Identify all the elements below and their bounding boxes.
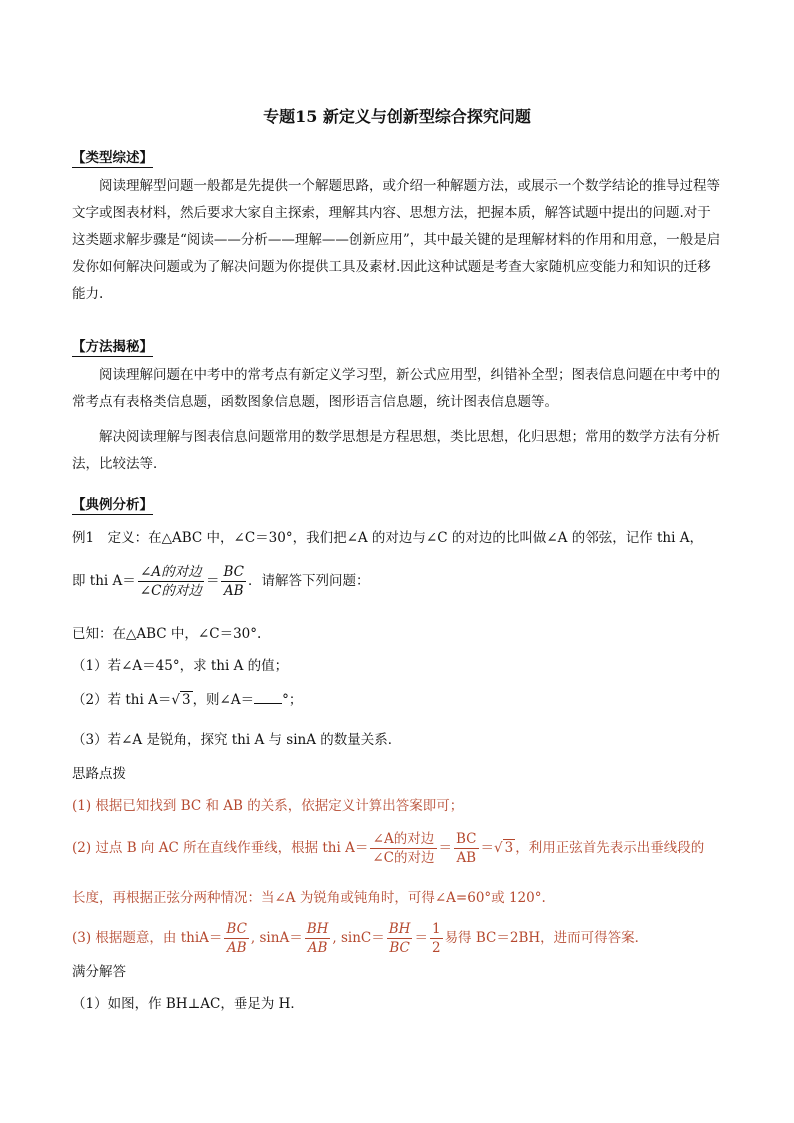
sqrt-radicand: 3	[504, 840, 514, 856]
hint-2-continuation: 长度，再根据正弦分两种情况：当∠A 为锐角或钝角时，可得∠A=60°或 120°.	[72, 890, 546, 906]
fraction-numerator: BH	[388, 921, 411, 937]
section-header-method: 【方法揭秘】	[72, 335, 153, 357]
example-formula-line	[72, 563, 369, 600]
sqrt-symbol: √	[171, 692, 180, 708]
page-title: 专题15 新定义与创新型综合探究问题	[263, 107, 531, 126]
fraction-numerator: 1	[431, 921, 441, 937]
hint-3-suffix: 易得 BC＝2BH，进而可得答案．	[444, 930, 649, 946]
hint-2-prefix: (2) 过点 B 向 AC 所在直线作垂线，根据 thi A＝	[72, 840, 369, 856]
answer-1: （1）如图，作 BH⊥AC，垂足为 H．	[72, 996, 304, 1012]
known-condition: 已知：在△ABC 中，∠C＝30°.	[72, 626, 262, 642]
answer-blank	[254, 703, 282, 704]
fraction-denominator: ∠C的对边	[139, 583, 202, 599]
fraction-bc-ab	[221, 563, 246, 600]
fraction-numerator: BC	[456, 831, 477, 847]
answer-header: 满分解答	[72, 964, 126, 980]
hint-3-prefix: (3) 根据题意，由 thiA＝	[72, 930, 223, 946]
section-header-example: 【典例分析】	[72, 493, 153, 515]
question-3: （3）若∠A 是锐角，探究 thi A 与 sinA 的数量关系．	[72, 732, 402, 748]
question-2	[72, 688, 302, 708]
method-paragraph-2: 解决阅读理解与图表信息问题常用的数学思想是方程思想，类比思想，化归思想；常用的数学方法有分析法，比较法等．	[72, 429, 720, 472]
formula-prefix: 即 thi A＝	[72, 573, 136, 589]
fraction-bc-ab	[454, 830, 479, 867]
fraction-denominator: AB	[226, 940, 247, 956]
fraction-angle-ratio	[138, 563, 204, 600]
question-2-prefix: （2）若 thi A＝	[72, 692, 172, 708]
fraction-denominator: AB	[456, 850, 477, 866]
fraction-angle-ratio	[370, 830, 436, 867]
fraction-bh-bc	[387, 920, 413, 957]
method-paragraph-1: 阅读理解问题在中考中的常考点有新定义学习型，新公式应用型，纠错补全型；图表信息问题在中考中的常考点有表格类信息题，函数图象信息题，图形语言信息题，统计图表信息题等。	[72, 367, 720, 410]
question-2-suffix: °；	[282, 692, 303, 708]
fraction-denominator: ∠C的对边	[372, 850, 435, 866]
sin-a-label: , sinA＝	[250, 930, 303, 946]
hint-2: (2) 过点 B 向 AC 所在直线作垂线，根据 thi A＝ $\frac{\text{∠A的对边}}{\text{∠C的对边}}$ ＝ $\frac{BC}{AB}$ ＝√ 3 ，利用正弦首先表示出垂线段的	[72, 831, 705, 866]
hint-3: (3) 根据题意，由 thiA＝ $\frac{BC}{AB}$ , sinA＝ $\frac{BH}{AB}$ , sinC＝ $\frac{BH}{BC}$ ＝ $\frac{1}{2}$ 易得 BC＝2BH，进而可得答案．	[72, 921, 649, 956]
fraction-denominator: AB	[307, 940, 328, 956]
fraction-numerator: BC	[226, 921, 247, 937]
fraction-numerator: BH	[306, 921, 329, 937]
fraction-numerator: ∠A的对边	[370, 830, 436, 849]
fraction-bc-ab	[224, 920, 249, 957]
sqrt-radicand: 3	[181, 692, 191, 708]
fraction-numerator: BC	[223, 564, 244, 580]
sqrt-symbol: √	[494, 840, 503, 856]
formula-suffix: ．请解答下列问题：	[247, 573, 370, 589]
fraction-numerator: ∠A的对边	[138, 563, 204, 582]
fraction-denominator: AB	[223, 583, 244, 599]
example-definition-line: 例1 定义：在△ABC 中，∠C＝30°，我们把∠A 的对边与∠C 的对边的比叫做∠A 的邻弦，记作 thi A，	[72, 530, 703, 546]
fraction-denominator: BC	[389, 940, 410, 956]
equals-sign: ＝	[205, 573, 220, 589]
question-1: （1）若∠A＝45°，求 thi A 的值；	[72, 658, 289, 674]
sin-c-label: , sinC＝	[332, 930, 385, 946]
fraction-denominator: 2	[431, 940, 441, 956]
question-2-mid: ，则∠A＝	[192, 692, 255, 708]
section-header-overview: 【类型综述】	[72, 146, 153, 168]
fraction-bh-ab	[305, 920, 331, 957]
hints-header: 思路点拨	[72, 766, 126, 782]
hint-1: (1) 根据已知找到 BC 和 AB 的关系，依据定义计算出答案即可；	[72, 798, 464, 814]
overview-paragraph: 阅读理解型问题一般都是先提供一个解题思路，或介绍一种解题方法，或展示一个数学结论的推导过程等文字或图表材料，然后要求大家自主探索，理解其内容、思想方法，把握本质，解答试题中提出的问题.对于这类题求解步骤是“阅读——分析——理解——创新应用”，其中最关键的是理解材料的作用和用意，一般是启发你如何解决问题或为了解决问题为你提供工具及素材.因此这种试题是考查大家随机应变能力和知识的迁移能力.	[72, 178, 721, 302]
hint-2-suffix: ，利用正弦首先表示出垂线段的	[515, 840, 705, 856]
fraction-one-half	[430, 920, 443, 957]
